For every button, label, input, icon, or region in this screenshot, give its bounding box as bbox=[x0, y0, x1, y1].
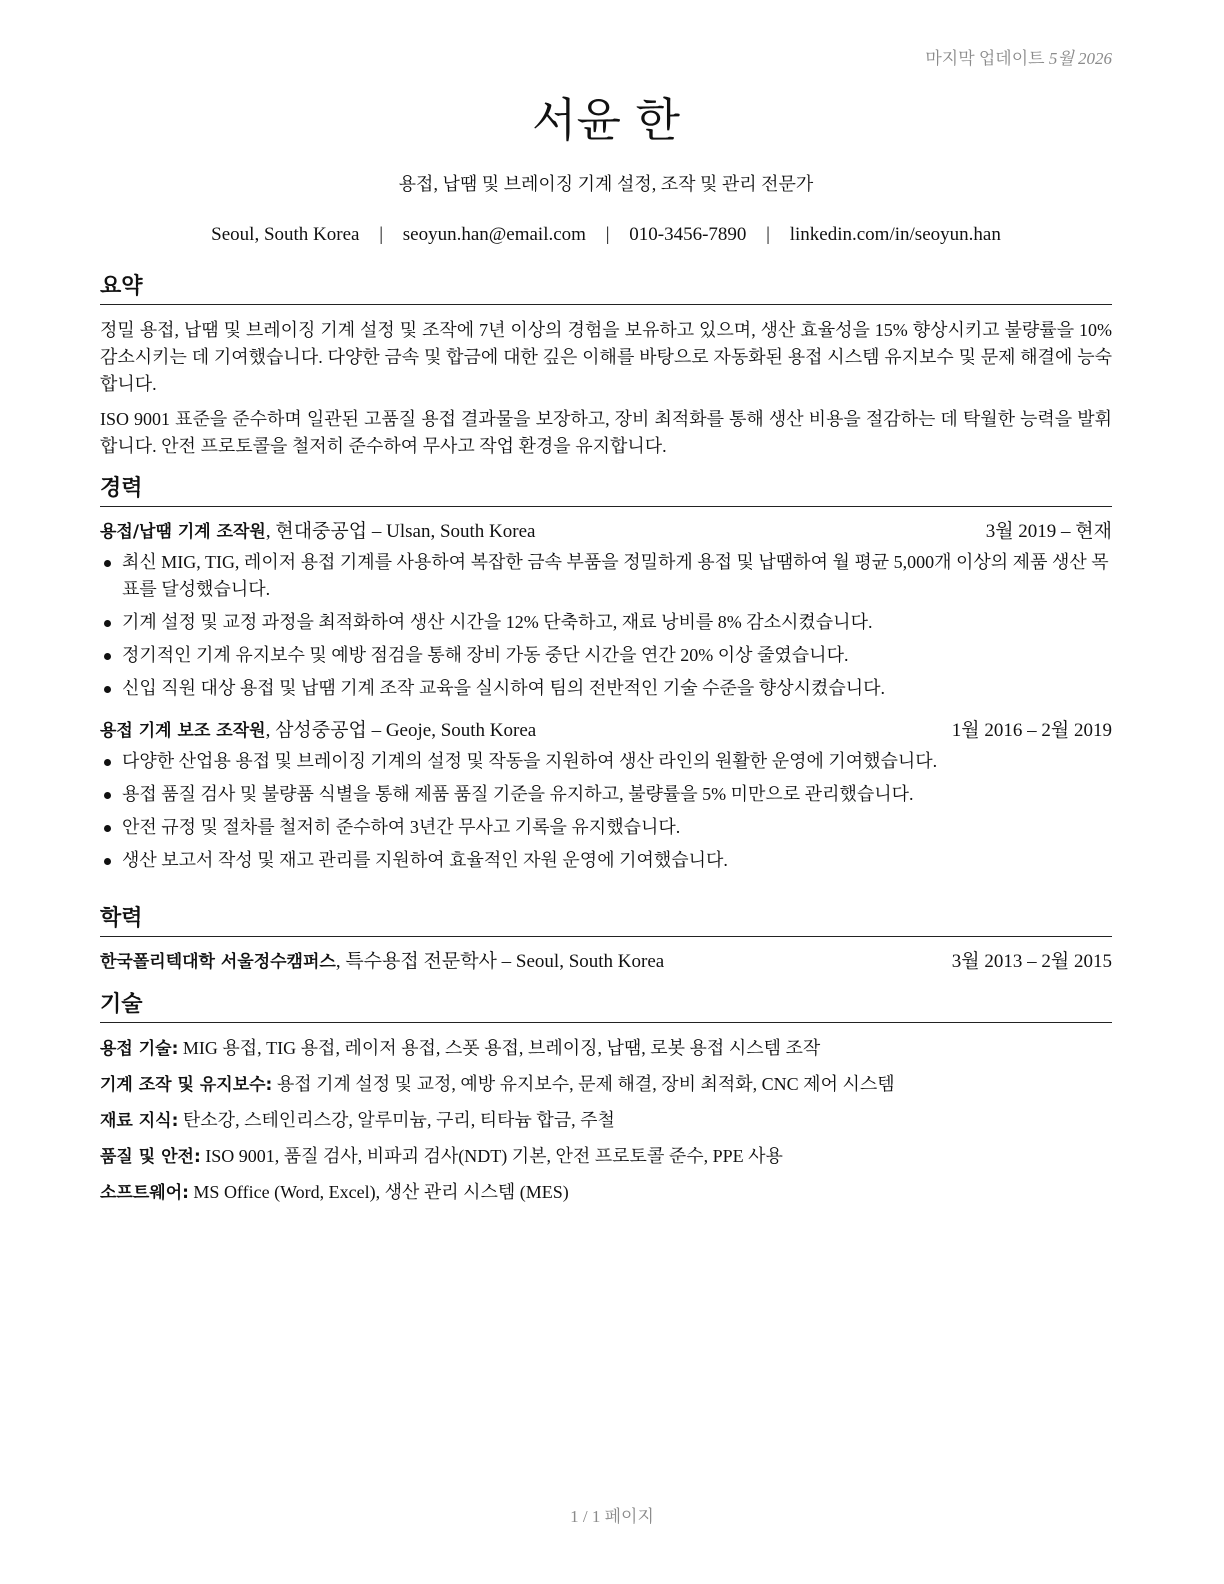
job-header bbox=[100, 519, 1112, 545]
bullet-text: 최신 MIG, TIG, 레이저 용접 기계를 사용하여 복잡한 금속 부품을 정밀하게 용접 및 납땜하여 월 평균 5,000개 이상의 제품 생산 목표를 달성했습니다. bbox=[122, 552, 1109, 599]
skill-row bbox=[100, 1107, 1112, 1135]
bullet-text: 다양한 산업용 용접 및 브레이징 기계의 설정 및 작동을 지원하여 생산 라인의 원활한 운영에 기여했습니다. bbox=[122, 751, 938, 771]
contact-linkedin[interactable]: linkedin.com/in/seoyun.han bbox=[789, 224, 1001, 245]
contact-email[interactable]: seoyun.han@email.com bbox=[402, 224, 586, 245]
job-role: 용접/납땜 기계 조작원 bbox=[100, 522, 266, 542]
skills-list bbox=[100, 1035, 1112, 1207]
skill-row bbox=[100, 1143, 1112, 1171]
contact-separator: | bbox=[766, 224, 770, 245]
list-item bbox=[100, 847, 1112, 874]
list-item bbox=[100, 549, 1112, 603]
bullet-text: 안전 규정 및 절차를 철저히 준수하여 3년간 무사고 기록을 유지했습니다. bbox=[122, 817, 681, 837]
skill-label: 소프트웨어: bbox=[100, 1183, 189, 1203]
last-updated-prefix: 마지막 업데이트 bbox=[925, 49, 1045, 68]
skill-row bbox=[100, 1179, 1112, 1207]
contact-separator: | bbox=[379, 224, 384, 245]
section-title-experience: 경력 bbox=[100, 474, 1112, 507]
bullet-icon bbox=[104, 759, 111, 766]
education-detail: , 특수용접 전문학사 – Seoul, South Korea bbox=[335, 951, 665, 972]
list-item bbox=[100, 642, 1112, 669]
bullet-icon bbox=[104, 560, 111, 567]
bullet-text: 용접 품질 검사 및 불량품 식별을 통해 제품 품질 기준을 유지하고, 불량률을 5% 미만으로 관리했습니다. bbox=[122, 784, 914, 804]
skills-section bbox=[100, 990, 1112, 1215]
skill-value: 탄소강, 스테인리스강, 알루미늄, 구리, 티타늄 합금, 주철 bbox=[178, 1110, 615, 1130]
education-line bbox=[100, 949, 664, 975]
education-school: 한국폴리텍대학 서울정수캠퍼스 bbox=[100, 952, 336, 972]
candidate-name: 서윤 한 bbox=[532, 93, 680, 147]
bullet-icon bbox=[104, 620, 111, 627]
section-title-skills: 기술 bbox=[100, 990, 1112, 1023]
contact-separator: | bbox=[605, 224, 610, 245]
skill-label: 품질 및 안전: bbox=[100, 1147, 201, 1167]
skill-label: 기계 조작 및 유지보수: bbox=[100, 1075, 273, 1095]
section-title-education: 학력 bbox=[100, 904, 1112, 937]
summary-paragraph: 정밀 용접, 납땜 및 브레이징 기계 설정 및 조작에 7년 이상의 경험을 보유하고 있으며, 생산 효율성을 15% 향상시키고 불량률을 10% 감소시키는 데 기여했습니다. 다양한 금속 및 합금에 대한 깊은 이해를 바탕으로 자동화된 용접 시스템 유지보수 및 문제 해결에 능숙합니다. bbox=[100, 320, 1112, 394]
bullet-icon bbox=[104, 858, 111, 865]
list-item bbox=[100, 675, 1112, 702]
experience-section bbox=[100, 474, 1112, 880]
summary-section bbox=[100, 272, 1112, 460]
skill-label: 재료 지식: bbox=[100, 1111, 179, 1131]
contact-phone: 010-3456-7890 bbox=[629, 224, 747, 245]
education-entry bbox=[100, 949, 1112, 975]
skill-row bbox=[100, 1071, 1112, 1099]
education-section bbox=[100, 904, 1112, 975]
list-item bbox=[100, 814, 1112, 841]
job-role: 용접 기계 보조 조작원 bbox=[100, 721, 266, 741]
skill-value: MS Office (Word, Excel), 생산 관리 시스템 (MES) bbox=[188, 1182, 569, 1202]
bullet-text: 신입 직원 대상 용접 및 납땜 기계 조작 교육을 실시하여 팀의 전반적인 기술 수준을 향상시켰습니다. bbox=[122, 678, 886, 698]
bullet-text: 기계 설정 및 교정 과정을 최적화하여 생산 시간을 12% 단축하고, 재료 낭비를 8% 감소시켰습니다. bbox=[122, 612, 873, 632]
job-dates: 3월 2019 – 현재 bbox=[985, 521, 1112, 542]
bullet-icon bbox=[104, 825, 111, 832]
list-item bbox=[100, 781, 1112, 808]
skill-row bbox=[100, 1035, 1112, 1063]
list-item bbox=[100, 748, 1112, 775]
job-dates: 1월 2016 – 2월 2019 bbox=[951, 720, 1112, 741]
last-updated-date: 5월 2026 bbox=[1048, 49, 1112, 68]
section-title-summary: 요약 bbox=[100, 272, 1112, 305]
education-dates: 3월 2013 – 2월 2015 bbox=[951, 951, 1112, 972]
job-company: , 삼성중공업 – Geoje, South Korea bbox=[265, 720, 537, 741]
job-company: , 현대중공업 – Ulsan, South Korea bbox=[265, 521, 536, 542]
summary-paragraph: ISO 9001 표준을 준수하며 일관된 고품질 용접 결과물을 보장하고, 장비 최적화를 통해 생산 비용을 절감하는 데 탁월한 능력을 발휘합니다. 안전 프로토콜을 철저히 준수하여 무사고 작업 환경을 유지합니다. bbox=[100, 409, 1112, 456]
page-number: 1 / 1 페이지 bbox=[570, 1507, 654, 1526]
bullet-icon bbox=[104, 653, 111, 660]
bullet-icon bbox=[104, 792, 111, 799]
bullet-text: 정기적인 기계 유지보수 및 예방 점검을 통해 장비 가동 중단 시간을 연간 20% 이상 줄였습니다. bbox=[122, 645, 849, 665]
bullet-text: 생산 보고서 작성 및 재고 관리를 지원하여 효율적인 자원 운영에 기여했습니다. bbox=[122, 850, 728, 870]
job-entry bbox=[100, 519, 1112, 702]
list-item bbox=[100, 609, 1112, 636]
job-bullets bbox=[100, 748, 1112, 874]
contact-location: Seoul, South Korea bbox=[211, 224, 360, 245]
headline: 용접, 납땜 및 브레이징 기계 설정, 조작 및 관리 전문가 bbox=[398, 174, 814, 194]
skill-value: MIG 용접, TIG 용접, 레이저 용접, 스폿 용접, 브레이징, 납땜, 로봇 용접 시스템 조작 bbox=[178, 1038, 821, 1058]
last-updated bbox=[925, 44, 1112, 69]
skill-value: 용접 기계 설정 및 교정, 예방 유지보수, 문제 해결, 장비 최적화, CNC 제어 시스템 bbox=[272, 1074, 895, 1094]
job-title-line bbox=[100, 718, 536, 744]
skill-label: 용접 기술: bbox=[100, 1039, 179, 1059]
bullet-icon bbox=[104, 686, 111, 693]
contact-line bbox=[100, 224, 1112, 246]
job-bullets bbox=[100, 549, 1112, 702]
job-entry bbox=[100, 718, 1112, 874]
job-title-line bbox=[100, 519, 535, 545]
skill-value: ISO 9001, 품질 검사, 비파괴 검사(NDT) 기본, 안전 프로토콜 준수, PPE 사용 bbox=[200, 1146, 783, 1166]
job-header bbox=[100, 718, 1112, 744]
